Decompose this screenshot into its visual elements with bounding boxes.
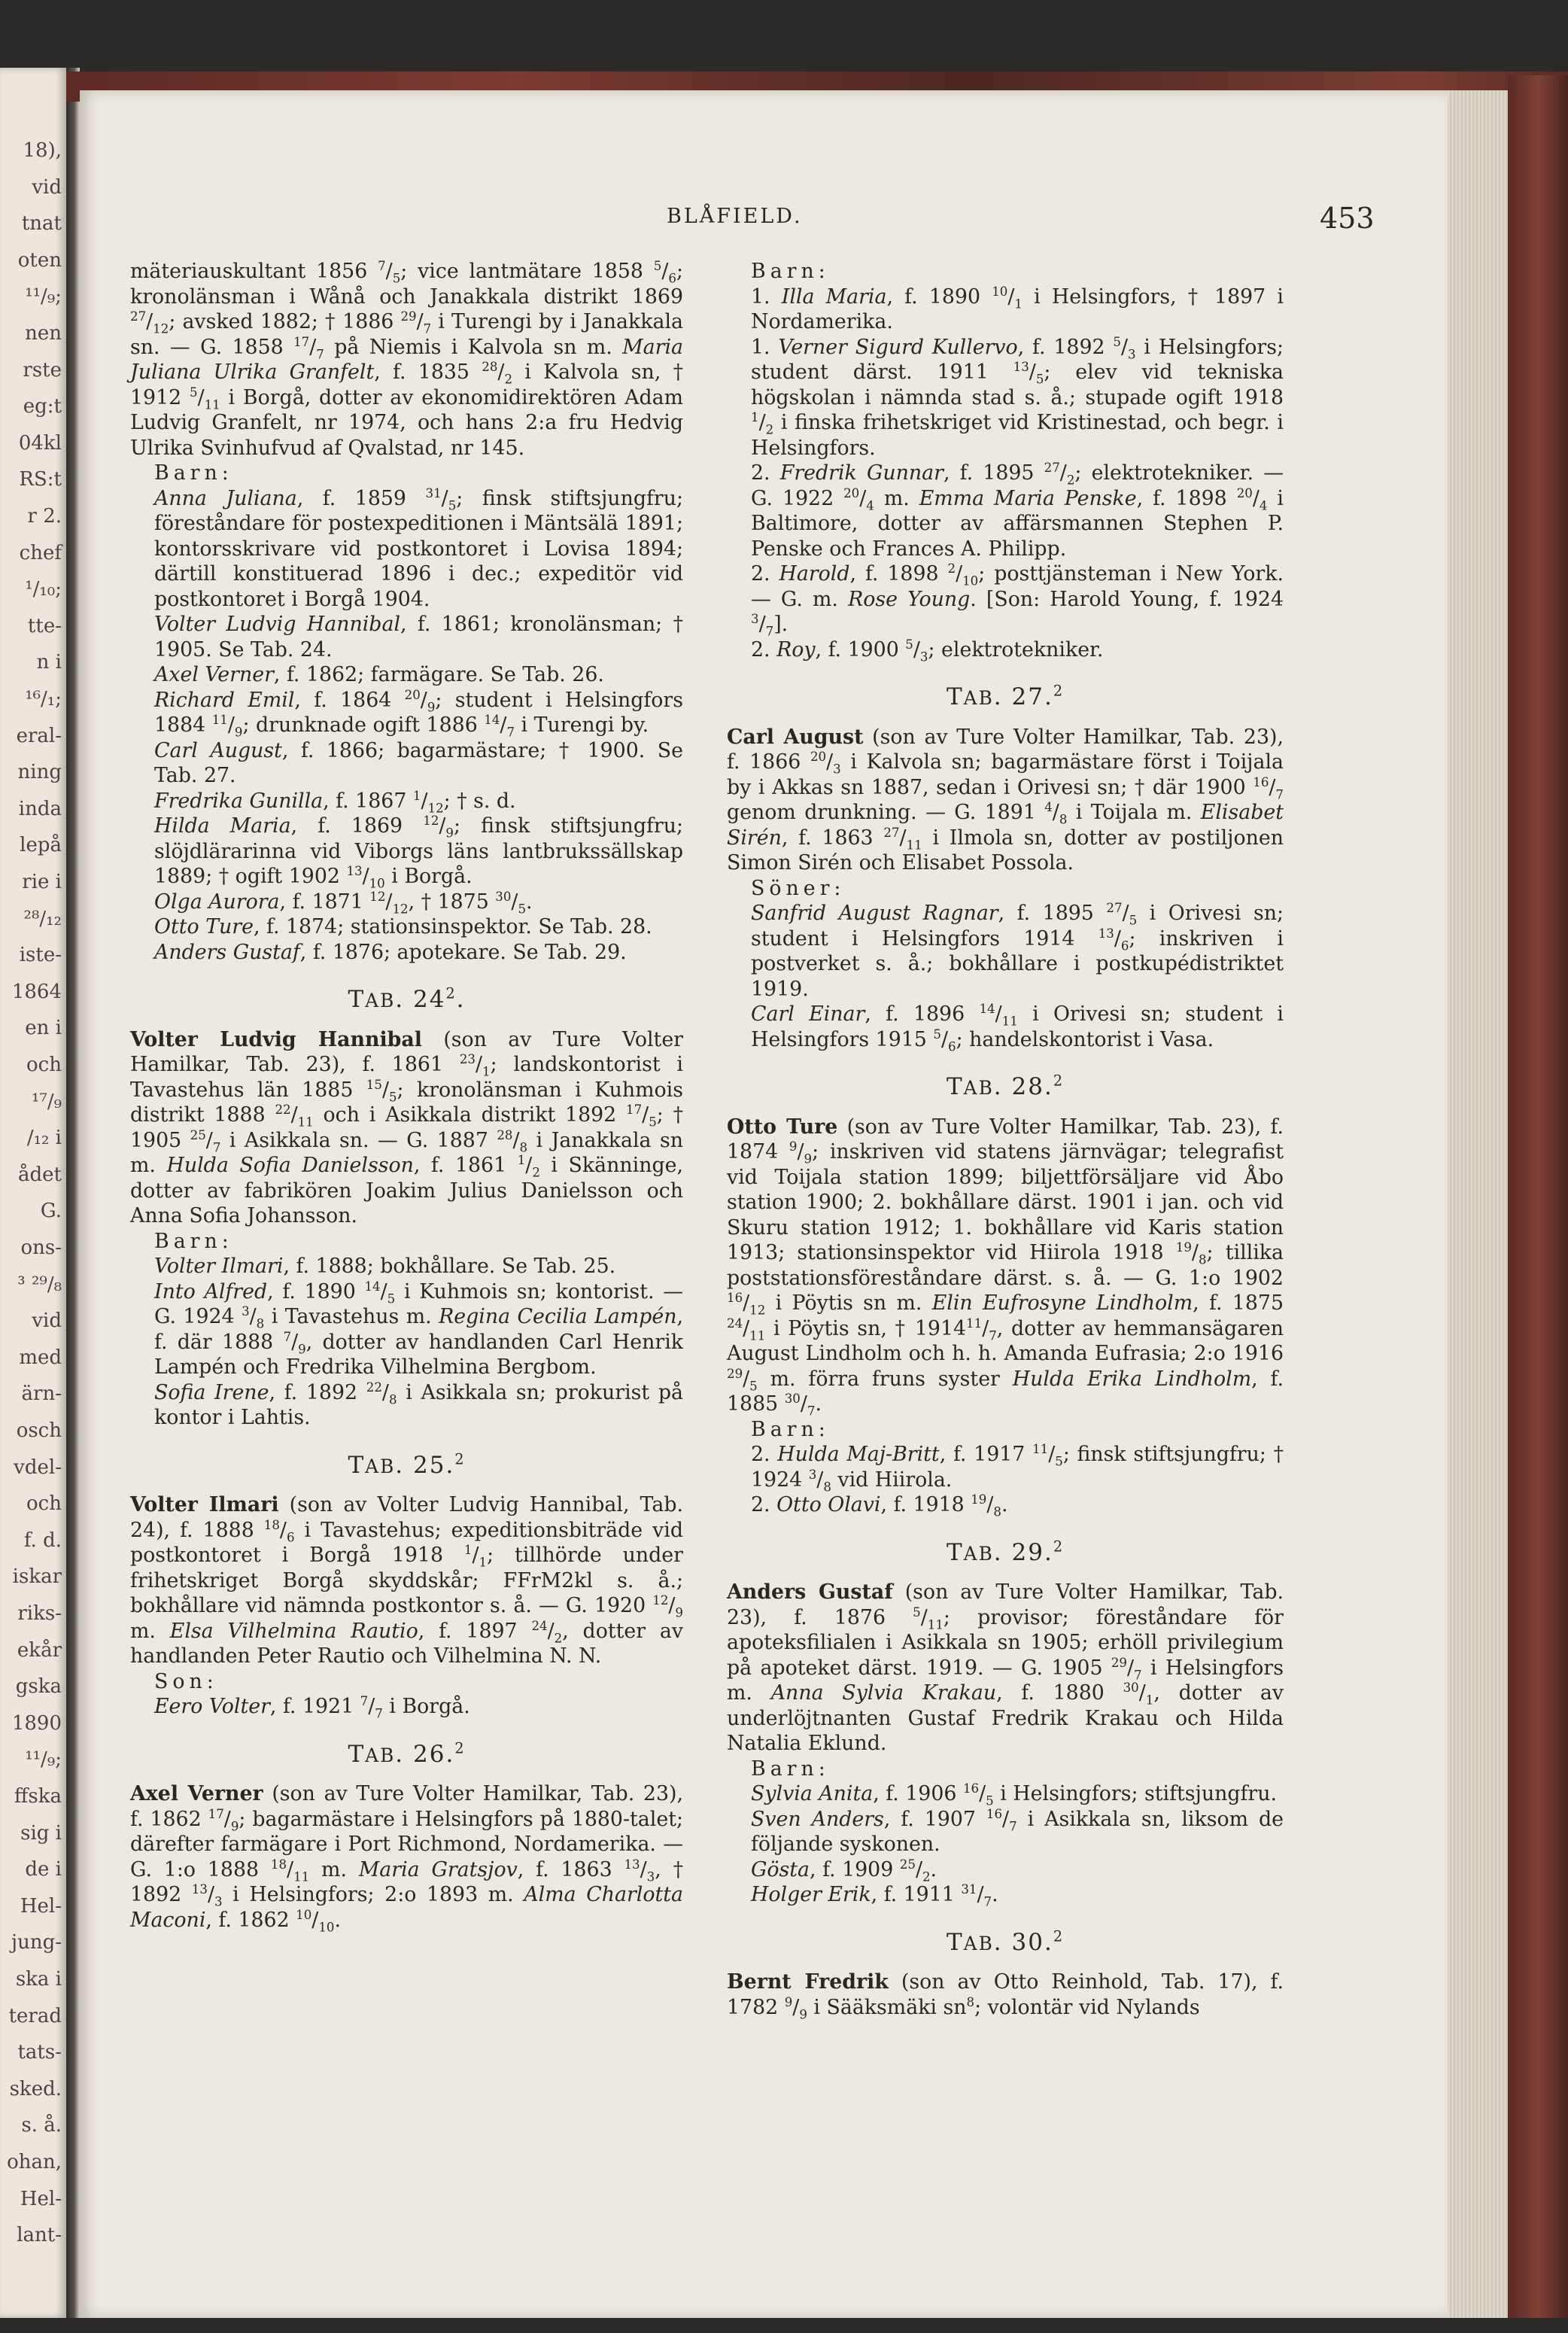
section-label: Barn: [154,461,233,485]
previous-page-fragment: ffska [14,1785,62,1808]
previous-page-fragment: ons- [20,1236,62,1259]
previous-page-fragment: vid [32,1309,62,1333]
previous-page-fragment: s. å. [21,2114,62,2137]
genealogy-entry: Into Alfred, f. 1890 $^{14}/_5$ i Kuhmois sn; kontorist. — G. 1924 $^3/_8$ i Tavastehus m. Regina Cecilia Lampén, f. där 1888 $^7/_9$, dotter av handlanden Carl Henrik Lampén och Fredrika Vilhelmina Bergbom. [154,1279,683,1379]
genealogy-entry: Sanfrid August Ragnar, f. 1895 $^{27}/_5$ i Orivesi sn; student i Helsingfors 1914 $^{13}/_6$; inskriven i postverket s. å.; bokhållare i postkupédistriktet 1919. [751,901,1284,1001]
previous-page-fragment: tte- [27,614,62,637]
genealogy-entry: Carl Einar, f. 1896 $^{14}/_{11}$ i Orivesi sn; student i Helsingfors 1915 $^5/_6$; handelskontorist i Vasa. [751,1002,1284,1054]
previous-page-fragment: gska [15,1675,62,1699]
previous-page-fragment: ²⁸/₁₂ [23,907,62,930]
previous-page-fragment: ska i [15,1968,62,1991]
genealogy-paragraph: Otto Ture (son av Ture Volter Hamilkar, Tab. 23), f. 1874 $^9/_9$; inskriven vid statens järnvägar; telegrafist vid Toijala station 1899; biljettförsäljare vid Åbo station 1900; 2. bokhållare därst. 1901 i jan. och vid Skuru station 1912; 1. bokhållare vid Karis station 1913; stationsinspektor vid Hiirola 1918 $^{19}/_8$; tillika poststationsföreståndare därst. s. å. — G. 1:o 1902 $^{16}/_{12}$ i Pöytis sn m. Elin Eufrosyne Lindholm, f. 1875 $^{24}/_{11}$ i Pöytis sn, † $1914^{11}/_7$, dotter av hemmansägaren August Lindholm och h. h. Amanda Eufrasia; 2:o 1916 $^{29}/_5$ m. förra fruns syster Hulda Erika Lindholm, f. 1885 $^{30}/_7$. [727,1115,1284,1419]
genealogy-entry: Carl August, f. 1866; bagarmästare; † 1900. Se Tab. 27. [154,738,683,787]
genealogy-entry: Gösta, f. 1909 $^{25}/_2$. [751,1857,937,1884]
previous-page-fragment: sked. [9,2077,62,2100]
previous-page-fragment: ärn- [21,1382,62,1406]
previous-page-fragment: RS:t [19,468,62,491]
previous-page-fragment: f. d. [23,1528,62,1552]
previous-page-fragment: oten [17,248,62,272]
previous-page-fragment: sig i [20,1821,62,1845]
previous-page-fragment: chef [19,541,62,564]
genealogy-entry: Fredrika Gunilla, f. 1867 $^1/_{12}$; † s. d. [154,788,516,815]
previous-page-fragment: 1890 [11,1711,62,1735]
right-text-column [727,259,1284,2020]
genealogy-entry: Eero Volter, f. 1921 $^7/_7$ i Borgå. [154,1694,470,1721]
table-heading: TAB. 29.$^2$ [946,1538,1065,1566]
genealogy-entry: Otto Ture, f. 1874; stationsinspektor. Se Tab. 28. [154,915,652,938]
previous-page-fragment: 18), [23,139,62,162]
previous-page-fragment: Hel- [20,1894,62,1918]
previous-page-fragment: med [19,1346,62,1369]
section-label: Barn: [751,260,830,283]
genealogy-entry: 1. Verner Sigurd Kullervo, f. 1892 $^5/_3$ i Helsingfors; student därst. 1911 $^{13}/_5$; elev vid tekniska högskolan i nämnda stad s. å.; stupade ogift 1918 $^1/_2$ i finska frihetskriget vid Kristinestad, och begr. i Helsingfors. [751,334,1284,460]
section-label: Barn: [154,1229,233,1253]
previous-page-fragment: n i [36,651,62,674]
genealogy-entry: 1. Illa Maria, f. 1890 $^{10}/_1$ i Helsingfors, † 1897 i Nordamerika. [751,284,1284,333]
genealogy-paragraph: mäteriauskultant 1856 $^7/_5$; vice lantmätare 1858 $^5/_6$; kronolänsman i Wånå och Janakkala distrikt 1869 $^{27}/_{12}$; avsked 1882; † 1886 $^{29}/_7$ i Turengi by i Janakkala sn. — G. 1858 $^{17}/_7$ på Niemis i Kalvola sn m. Maria Juliana Ulrika Granfelt, f. 1835 $^{28}/_2$ i Kalvola sn, † 1912 $^5/_{11}$ i Borgå, dotter av ekonomidirektören Adam Ludvig Granfelt, nr 1974, och hans 2:a fru Hedvig Ulrika Svinhufvud af Qvalstad, nr 145. [130,259,684,460]
previous-page-fragment: r 2. [27,505,62,528]
table-heading: TAB. 30.$^2$ [946,1927,1065,1956]
previous-page-fragment: riks- [17,1602,62,1625]
left-text-column [130,259,683,1933]
genealogy-entry: Hilda Maria, f. 1869 $^{12}/_9$; finsk stiftsjungfru; slöjdlärarinna vid Viborgs läns lantbrukssällskap 1889; † ogift 1902 $^{13}/_{10}$ i Borgå. [154,814,683,891]
section-label: Son: [154,1669,218,1693]
previous-page-fragment: vid [32,175,62,199]
previous-page-fragment: rie i [22,871,62,893]
previous-page-fragment: osch [16,1419,62,1442]
previous-page-fragment: vdel- [14,1455,62,1479]
genealogy-paragraph: Carl August (son av Ture Volter Hamilkar, Tab. 23), f. 1866 $^{20}/_3$ i Kalvola sn; bagarmästare först i Toijala by i Akkas sn 1887, sedan i Orivesi sn; † där 1900 $^{16}/_7$ genom drunkning. — G. 1891 $^4/_8$ i Toijala m. Elisabet Sirén, f. 1863 $^{27}/_{11}$ i Ilmola sn, dotter av postiljonen Simon Sirén och Elisabet Possola. [727,725,1284,874]
previous-page-edge [0,68,66,2318]
genealogy-entry: Anna Juliana, f. 1859 $^{31}/_5$; finsk stiftsjungfru; föreståndare för postexpeditionen i Mäntsälä 1891; kontorsskrivare vid postkontoret i Lovisa 1894; därtill konstituerad 1896 i dec.; expeditör vid postkontoret i Borgå 1904. [154,485,683,611]
genealogy-paragraph: Anders Gustaf (son av Ture Volter Hamilkar, Tab. 23), f. 1876 $^5/_{11}$; provisor; föreståndare för apoteksfilialen i Asikkala sn 1905; erhöll privilegium på apoteket därst. 1919. — G. 1905 $^{29}/_7$ i Helsingfors m. Anna Sylvia Krakau, f. 1880 $^{30}/_1$, dotter av underlöjtnanten Gustaf Fredrik Krakau och Hilda Natalia Eklund. [727,1580,1284,1755]
genealogy-entry: Richard Emil, f. 1864 $^{20}/_9$; student i Helsingfors 1884 $^{11}/_9$; drunknade ogift 1886 $^{14}/_7$ i Turengi by. [154,687,683,740]
table-heading: TAB. 26.$^2$ [348,1739,466,1768]
previous-page-fragment: eg:t [23,395,62,418]
page-number: 453 [1320,202,1375,235]
table-heading: TAB. 28.$^2$ [946,1072,1065,1100]
previous-page-fragment: 1864 [11,980,62,1003]
section-label: Barn: [751,1417,830,1441]
section-label: Barn: [751,1757,830,1781]
genealogy-entry: Anders Gustaf, f. 1876; apotekare. Se Tab. 29. [154,940,627,964]
previous-page-fragment: G. [40,1200,62,1223]
previous-page-fragment: ³ ²⁹/₈ [17,1273,62,1296]
book-gutter [66,68,80,2318]
previous-page-fragment: en i [25,1017,62,1040]
genealogy-entry: 2. Harold, f. 1898 $^2/_{10}$; posttjänsteman i New York. — G. m. Rose Young. [Son: Harold Young, f. 1924 $^3/_7$]. [751,561,1284,639]
previous-page-fragment: lepå [20,834,62,857]
genealogy-entry: Volter Ilmari, f. 1888; bokhållare. Se Tab. 25. [154,1255,616,1278]
genealogy-entry: Holger Erik, f. 1911 $^{31}/_7$. [751,1882,998,1909]
previous-page-fragment: nen [25,322,62,345]
section-label: Söner: [751,876,846,900]
previous-page-fragment: ¹⁷/₉ [31,1090,62,1113]
previous-page-fragment: ning [17,761,62,784]
genealogy-entry: 2. Roy, f. 1900 $^5/_3$; elektrotekniker. [751,637,1104,664]
previous-page-fragment: jung- [11,1931,62,1954]
previous-page-fragment: terad [8,2004,62,2027]
page-stack-edge [1448,90,1508,2318]
genealogy-entry: 2. Hulda Maj-Britt, f. 1917 $^{11}/_5$; finsk stiftsjungfru; † 1924 $^3/_8$ vid Hiirola. [751,1442,1284,1494]
previous-page-fragment: och [26,1492,62,1516]
previous-page-fragment: lant- [17,2224,62,2247]
genealogy-paragraph: Bernt Fredrik (son av Otto Reinhold, Tab. 17), f. 1782 $^9/_9$ i Sääksmäki $sn^8$; volontär vid Nylands [727,1970,1284,2021]
previous-page-fragment: rste [23,358,62,382]
genealogy-entry: Sofia Irene, f. 1892 $^{22}/_8$ i Asikkala sn; prokurist på kontor i Lahtis. [154,1379,684,1429]
previous-page-fragment: ekår [17,1638,62,1662]
previous-page-fragment: ådet [18,1163,62,1186]
previous-page-fragment: iste- [19,944,62,967]
previous-page-fragment: ¹¹/₉; [25,285,62,309]
table-heading: TAB. $24^2$. [348,984,466,1013]
previous-page-fragment: 04kl [18,431,62,455]
genealogy-entry: Olga Aurora, f. 1871 $^{12}/_{12}$, † 1875 $^{30}/_5$. [154,889,533,916]
previous-page-fragment: iskar [12,1565,62,1589]
previous-page-fragment: eral- [16,724,62,747]
table-heading: TAB. 27.$^2$ [946,682,1065,710]
previous-page-fragment: /₁₂ i [26,1127,62,1150]
previous-page-fragment: ¹⁶/₁; [25,688,62,710]
book-cover-right [1508,75,1568,2318]
genealogy-paragraph: Volter Ludvig Hannibal (son av Ture Volter Hamilkar, Tab. 23), f. 1861 $^{23}/_1$; landskontorist i Tavastehus län 1885 $^{15}/_5$; kronolänsman i Kuhmois distrikt 1888 $^{22}/_{11}$ och i Asikkala distrikt 1892 $^{17}/_5$; † 1905 $^{25}/_7$ i Asikkala sn. — G. 1887 $^{28}/_8$ i Janakkala sn m. Hulda Sofia Danielsson, f. 1861 $^1/_2$ i Skänninge, dotter av fabrikören Joakim Julius Danielsson och Anna Sofia Johansson. [130,1027,683,1227]
genealogy-entry: Volter Ludvig Hannibal, f. 1861; kronolänsman; † 1905. Se Tab. 24. [154,613,683,662]
genealogy-entry: Axel Verner, f. 1862; farmägare. Se Tab. 26. [154,663,604,686]
previous-page-fragment: ¹¹/₉; [25,1748,62,1772]
page-header [80,202,1448,235]
genealogy-entry: Sylvia Anita, f. 1906 $^{16}/_5$ i Helsingfors; stiftsjungfru. [751,1781,1278,1808]
previous-page-fragment: Hel- [20,2187,62,2210]
previous-page-fragment: och [26,1054,62,1076]
previous-page-fragment: ohan, [7,2151,62,2173]
running-head: BLÅFIELD. [667,205,803,228]
genealogy-entry: 2. Otto Olavi, f. 1918 $^{19}/_8$. [751,1492,1008,1519]
previous-page-fragment: tats- [17,2041,62,2064]
genealogy-paragraph: Axel Verner (son av Ture Volter Hamilkar, Tab. 23), f. 1862 $^{17}/_9$; bagarmästare i Helsingfors på 1880-talet; därefter farmägare i Port Richmond, Nordamerika. — G. 1:o 1888 $^{18}/_{11}$ m. Maria Gratsjov, f. 1863 $^{13}/_3$, † 1892 $^{13}/_3$ i Helsingfors; 2:o 1893 m. Alma Charlotta Maconi, f. 1862 $^{10}/_{10}$. [130,1782,683,1934]
previous-page-fragment: ¹/₁₀; [25,578,62,601]
previous-page-fragment: inda [18,797,62,820]
genealogy-entry: 2. Fredrik Gunnar, f. 1895 $^{27}/_2$; elektrotekniker. — G. 1922 $^{20}/_4$ m. Emma Maria Penske, f. 1898 $^{20}/_4$ i Baltimore, dotter av affärsmannen Stephen P. Penske och Frances A. Philipp. [751,461,1284,561]
previous-page-fragment: tnat [21,212,62,236]
genealogy-entry: Sven Anders, f. 1907 $^{16}/_7$ i Asikkala sn, liksom de följande syskonen. [751,1806,1284,1856]
table-heading: TAB. 25.$^2$ [348,1450,466,1479]
genealogy-paragraph: Volter Ilmari (son av Volter Ludvig Hannibal, Tab. 24), f. 1888 $^{18}/_6$ i Tavastehus; expeditionsbiträde vid postkontoret i Borgå 1918 $^1/_1$; tillhörde under frihetskriget Borgå skyddskår; FFrM2kl s. å.; bokhållare vid nämnda postkontor s. å. — G. 1920 $^{12}/_9$ m. Elsa Vilhelmina Rautio, f. 1897 $^{24}/_2$, dotter av handlanden Peter Rautio och Vilhelmina N. N. [130,1493,683,1668]
previous-page-fragment: de i [25,1858,62,1881]
